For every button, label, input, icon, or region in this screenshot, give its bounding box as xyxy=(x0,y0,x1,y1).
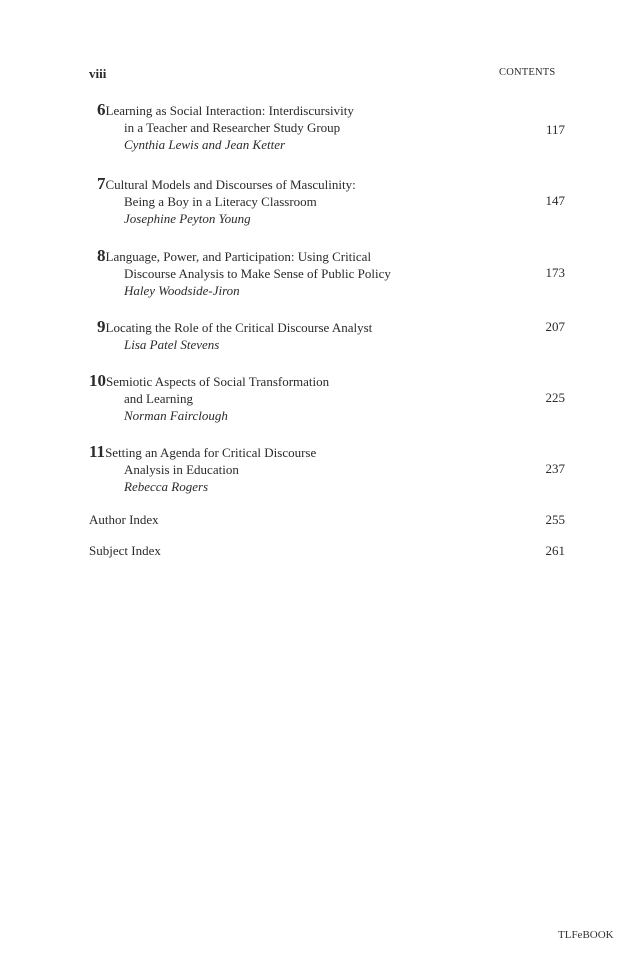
index-label: Subject Index xyxy=(89,543,161,558)
chapter-title-line-1: 10Semiotic Aspects of Social Transformation xyxy=(89,371,330,390)
chapter-page-number: 147 xyxy=(545,193,565,208)
chapter-author: Haley Woodside-Jiron xyxy=(124,283,240,298)
toc-entry-chapter-11[interactable] xyxy=(89,443,565,495)
chapter-author: Rebecca Rogers xyxy=(124,479,209,494)
toc-entry-author-index[interactable] xyxy=(89,511,565,528)
chapter-author: Josephine Peyton Young xyxy=(124,211,251,226)
chapter-author: Cynthia Lewis and Jean Ketter xyxy=(124,137,286,152)
watermark-text: TLFeBOOK xyxy=(558,929,614,941)
chapter-number: 6 xyxy=(97,100,106,119)
chapter-title-line-1: 9Locating the Role of the Critical Discourse Analyst xyxy=(97,317,373,336)
chapter-title-line-2: Analysis in Education xyxy=(124,462,239,477)
chapter-number: 11 xyxy=(89,442,106,461)
chapter-number: 10 xyxy=(89,371,106,390)
toc-entry-chapter-10[interactable] xyxy=(89,372,565,424)
chapter-title-line-2: Being a Boy in a Literacy Classroom xyxy=(124,194,317,209)
chapter-number: 9 xyxy=(97,317,106,336)
chapter-title-line-1: 7Cultural Models and Discourses of Masculinity: xyxy=(97,174,356,193)
chapter-title-line-2: in a Teacher and Researcher Study Group xyxy=(124,120,341,135)
chapter-title-line-1: 11Setting an Agenda for Critical Discourse xyxy=(89,442,317,461)
toc-entry-chapter-6[interactable] xyxy=(89,101,565,153)
chapter-title-line-1: 6Learning as Social Interaction: Interdiscursivity xyxy=(97,100,354,119)
chapter-author: Norman Fairclough xyxy=(124,408,228,423)
running-head: CONTENTS xyxy=(499,67,556,78)
chapter-page-number: 207 xyxy=(545,319,565,334)
index-page-number: 261 xyxy=(545,543,565,558)
toc-entry-chapter-8[interactable] xyxy=(89,247,565,299)
toc-entry-chapter-9[interactable] xyxy=(89,318,565,353)
chapter-title-line-2: Discourse Analysis to Make Sense of Public Policy xyxy=(124,266,391,281)
page-number: viii xyxy=(89,66,107,81)
chapter-number: 8 xyxy=(97,246,106,265)
toc-entry-subject-index[interactable] xyxy=(89,542,565,559)
toc-entry-chapter-7[interactable] xyxy=(89,175,565,227)
chapter-page-number: 237 xyxy=(545,461,565,476)
chapter-number: 7 xyxy=(97,174,106,193)
chapter-title-line-1: 8Language, Power, and Participation: Using Critical xyxy=(97,246,372,265)
chapter-title-line-2: and Learning xyxy=(124,391,193,406)
chapter-page-number: 225 xyxy=(545,390,565,405)
chapter-page-number: 173 xyxy=(545,265,565,280)
index-label: Author Index xyxy=(89,512,159,527)
chapter-author: Lisa Patel Stevens xyxy=(124,337,220,352)
chapter-page-number: 117 xyxy=(545,122,565,137)
index-page-number: 255 xyxy=(545,512,565,527)
